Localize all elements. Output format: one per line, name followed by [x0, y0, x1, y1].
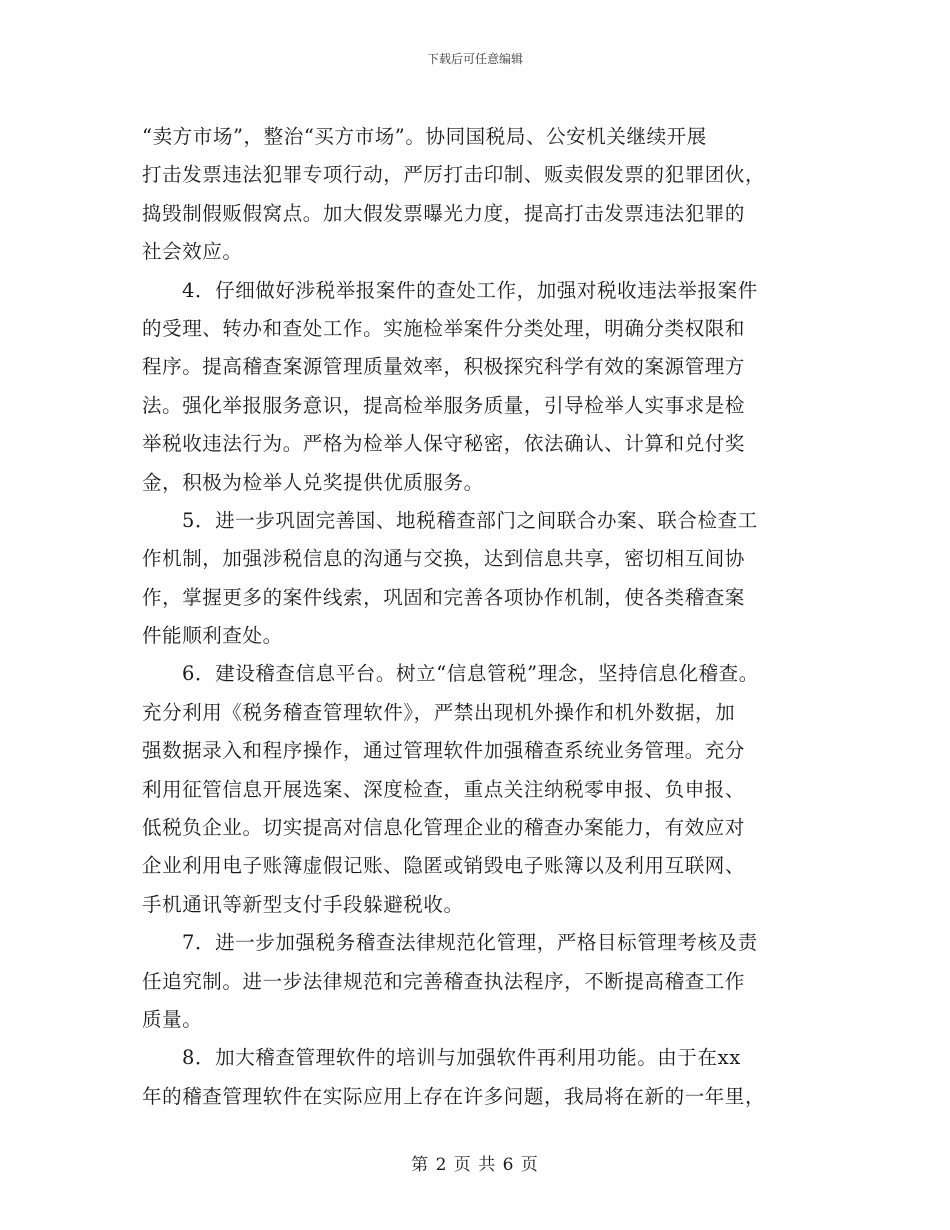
- text-line: 举税收违法行为。严格为检举人保守秘密，依法确认、计算和兑付奖: [142, 432, 746, 456]
- text-line: 低税负企业。切实提高对信息化管理企业的稽查办案能力，有效应对: [142, 816, 746, 840]
- text-line: 法。强化举报服务意识，提高检举服务质量，引导检举人实事求是检: [142, 393, 746, 417]
- text-line: 捣毁制假贩假窝点。加大假发票曝光力度，提高打击发票违法犯罪的: [142, 201, 746, 225]
- text-line: 年的稽查管理软件在实际应用上存在许多问题，我局将在新的一年里，: [142, 1084, 766, 1108]
- text-line: 6．建设稽查信息平台。树立“信息管税”理念，坚持信息化稽查。: [182, 662, 759, 686]
- text-line: 程序。提高稽查案源管理质量效率，积极探究科学有效的案源管理方: [142, 355, 746, 379]
- page-number: 第 2 页 共 6 页: [411, 1155, 539, 1175]
- text-line: 利用征管信息开展选案、深度检查，重点关注纳税零申报、负申报、: [142, 777, 746, 801]
- document-body: [142, 118, 832, 1116]
- text-line: 社会效应。: [142, 240, 243, 264]
- text-line: “卖方市场”，整治“买方市场”。协同国税局、公安机关继续开展: [142, 125, 707, 148]
- text-line: 5．进一步巩固完善国、地税稽查部门之间联合办案、联合检查工: [182, 508, 758, 532]
- text-line: 充分利用《税务稽查管理软件》，严禁出现机外操作和机外数据，加: [142, 700, 736, 724]
- text-line: 打击发票违法犯罪专项行动，严厉打击印制、贩卖假发票的犯罪团伙，: [142, 163, 766, 187]
- text-line: 手机通讯等新型支付手段躲避税收。: [142, 892, 464, 916]
- text-line: 任追究制。进一步法律规范和完善稽查执法程序，不断提高稽查工作: [142, 969, 746, 993]
- text-line: 件能顺利查处。: [142, 624, 283, 648]
- text-line: 7．进一步加强税务稽查法律规范化管理，严格目标管理考核及责: [182, 931, 758, 955]
- text-line: 作机制，加强涉税信息的沟通与交换，达到信息共享，密切相互间协: [142, 547, 746, 571]
- text-line: 4．仔细做好涉税举报案件的查处工作，加强对税收违法举报案件: [182, 278, 758, 302]
- text-line: 的受理、转办和查处工作。实施检举案件分类处理，明确分类权限和: [142, 316, 746, 340]
- text-line: 金，积极为检举人兑奖提供优质服务。: [142, 470, 484, 494]
- text-line: 8．加大稽查管理软件的培训与加强软件再利用功能。由于在xx: [182, 1046, 741, 1070]
- text-line: 强数据录入和程序操作，通过管理软件加强稽查系统业务管理。充分: [142, 739, 746, 763]
- text-line: 企业利用电子账簿虚假记账、隐匿或销毁电子账簿以及利用互联网、: [142, 854, 746, 878]
- text-line: 质量。: [142, 1007, 203, 1031]
- page-header: 下载后可任意编辑: [426, 52, 523, 66]
- text-line: 作，掌握更多的案件线索，巩固和完善各项协作机制，使各类稽查案: [142, 585, 746, 609]
